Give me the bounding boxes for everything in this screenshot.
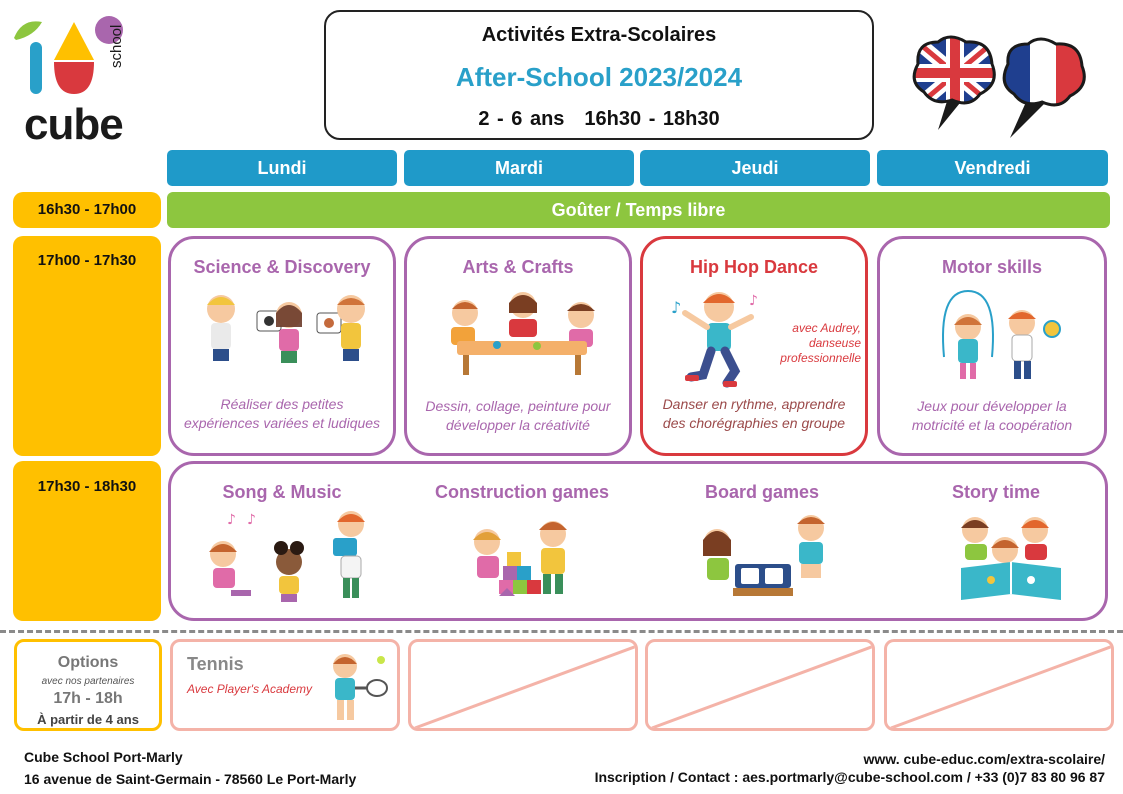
day-header-mardi: Mardi: [404, 150, 634, 186]
activity-card-hiphop: [640, 236, 868, 456]
section-divider: [0, 630, 1123, 633]
activity-title-board: Board games: [704, 482, 820, 502]
option-card-tennis: [170, 639, 400, 731]
child-dancing-icon: [667, 283, 767, 393]
child-tennis-icon: [323, 650, 393, 726]
children-singing-icon: [201, 508, 381, 608]
options-title: Options: [57, 654, 119, 671]
options-partners: avec nos partenaires: [41, 676, 135, 687]
activity-description: Réaliser des petites expériences variées et ludiques: [183, 396, 381, 431]
activity-description: Dessin, collage, peinture pour développer la créativité: [425, 398, 611, 433]
flags-icon: [908, 34, 1098, 144]
activity-title-song: Song & Music: [222, 482, 342, 502]
activity-card-row2: [168, 461, 1108, 621]
children-blocks-icon: [467, 512, 587, 604]
footer-website[interactable]: www. cube-educ.com/extra-scolaire/: [863, 751, 1105, 767]
header-box: [324, 10, 874, 140]
activity-card-motor: [877, 236, 1107, 456]
activity-card-science: [168, 236, 396, 456]
day-header-vendredi: Vendredi: [877, 150, 1108, 186]
empty-slash-icon: [887, 642, 1114, 731]
option-card-empty-1: [408, 639, 638, 731]
children-reading-icon: [951, 512, 1071, 604]
activity-description: Danser en rythme, apprendre des chorégraphies en groupe: [662, 396, 846, 431]
children-science-icon: [191, 287, 381, 377]
day-header-lundi: Lundi: [167, 150, 397, 186]
options-age: À partir de 4 ans: [37, 712, 139, 727]
gouter-bar: Goûter / Temps libre: [167, 192, 1110, 228]
header-line1: Activités Extra-Scolaires: [481, 24, 717, 46]
svg-text:♪: ♪: [227, 512, 236, 528]
svg-text:♪: ♪: [247, 512, 256, 528]
language-flags: [908, 34, 1098, 144]
activity-title: Hip Hop Dance: [689, 257, 818, 277]
tennis-title: Tennis: [187, 654, 244, 674]
hours-range: 16h30 - 18h30: [584, 108, 720, 130]
svg-text:♪: ♪: [671, 298, 682, 317]
logo-sub: school: [108, 24, 125, 68]
activity-description: Jeux pour développer la motricité et la coopération: [911, 398, 1073, 433]
time-slot-2: 17h00 - 17h30: [13, 236, 161, 456]
footer-address: 16 avenue de Saint-Germain - 78560 Le Port-Marly: [24, 771, 357, 787]
time-slot-1: 16h30 - 17h00: [13, 192, 161, 228]
activity-title: Arts & Crafts: [462, 257, 574, 277]
children-skipping-icon: [934, 287, 1064, 387]
header-line3: [326, 108, 872, 131]
activity-title: Motor skills: [941, 257, 1043, 277]
tennis-partner: Avec Player's Academy: [187, 682, 313, 696]
time-slot-3: 17h30 - 18h30: [13, 461, 161, 621]
page-title: After-School 2023/2024: [455, 62, 743, 92]
empty-slash-icon: [411, 642, 638, 731]
options-time: 17h - 18h: [53, 690, 123, 707]
footer-name: Cube School Port-Marly: [24, 749, 183, 765]
footer-contact[interactable]: Inscription / Contact : aes.portmarly@cube-school.com / +33 (0)7 83 80 96 87: [594, 769, 1105, 785]
option-card-empty-3: [884, 639, 1114, 731]
logo-brand: cube: [24, 100, 123, 149]
activity-title: Science & Discovery: [193, 257, 371, 277]
children-boardgame-icon: [695, 512, 835, 604]
instructor-note: avec Audrey, danseuse professionnelle: [780, 321, 861, 365]
age-range: 2 - 6 ans: [478, 108, 565, 130]
activity-title-story: Story time: [951, 482, 1041, 502]
activity-card-arts: [404, 236, 632, 456]
options-box: [14, 639, 162, 731]
children-crafts-icon: [437, 289, 607, 379]
empty-slash-icon: [648, 642, 875, 731]
activity-title-construction: Construction games: [434, 482, 610, 502]
option-card-empty-2: [645, 639, 875, 731]
day-header-jeudi: Jeudi: [640, 150, 870, 186]
svg-text:♪: ♪: [749, 293, 758, 309]
cube-school-logo: [12, 12, 132, 149]
